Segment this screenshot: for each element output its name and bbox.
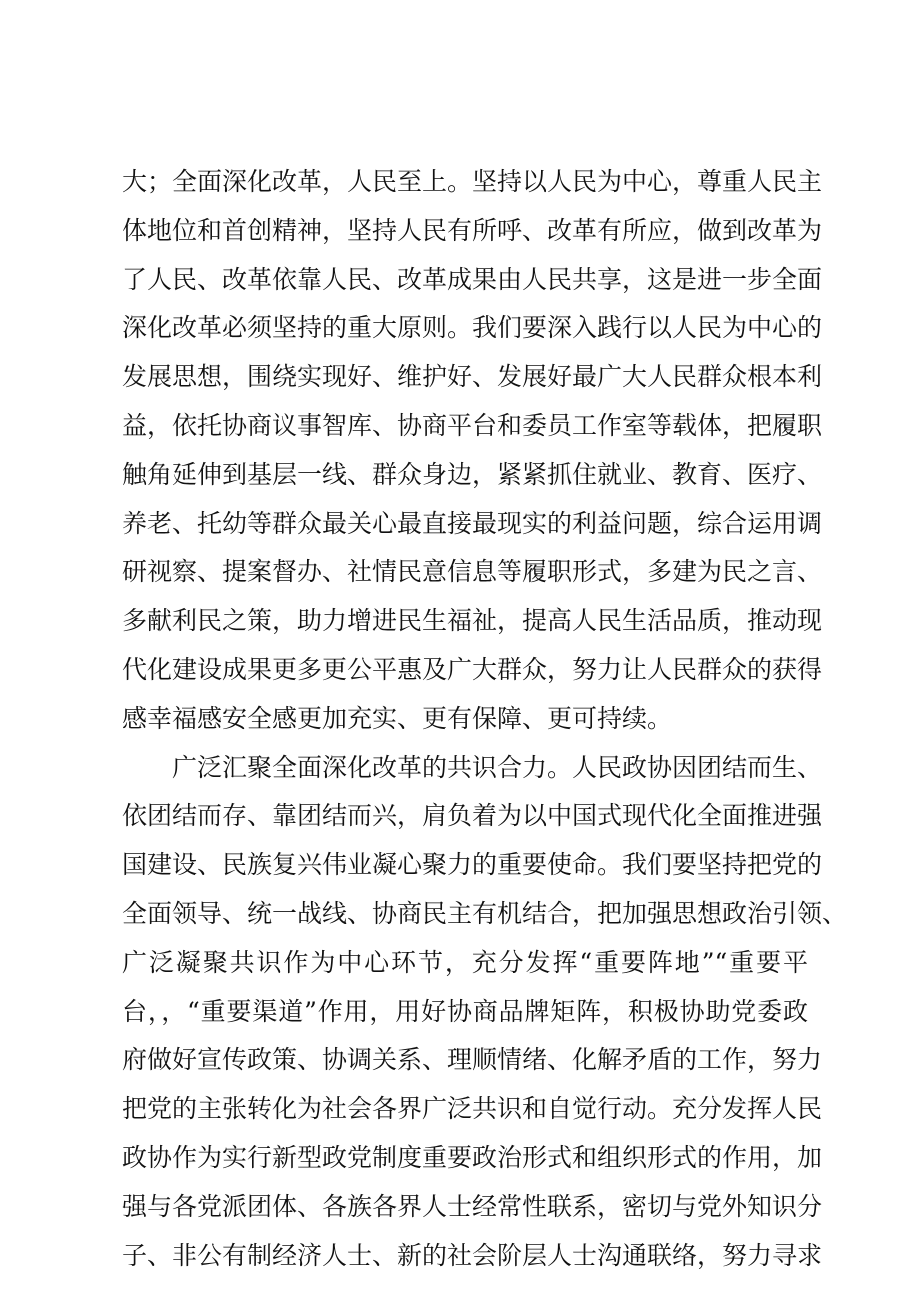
text-line: 府做好宣传政策、协调关系、理顺情绪、化解矛盾的工作，努力 [122, 1045, 823, 1075]
text-line: 广泛凝聚共识作为中心环节，充分发挥“重要阵地”“重要平 [122, 947, 808, 977]
text-line: 强与各党派团体、各族各界人士经常性联系，密切与党外知识分 [122, 1191, 823, 1221]
text-line: 益，依托协商议事智库、协商平台和委员工作室等载体，把履职 [122, 410, 823, 440]
text-line: 触角延伸到基层一线、群众身边，紧紧抓住就业、教育、医疗、 [122, 459, 823, 489]
text-line: 感幸福感安全感更加充实、更有保障、更可持续。 [122, 703, 673, 733]
text-line: 把党的主张转化为社会各界广泛共识和自觉行动。充分发挥人民 [122, 1094, 823, 1124]
text-line: 台，，“重要渠道”作用，用好协商品牌矩阵，积极协助党委政 [122, 996, 808, 1026]
text-line: 政协作为实行新型政党制度重要政治形式和组织形式的作用，加 [122, 1142, 823, 1172]
text-line: 大；全面深化改革，人民至上。坚持以人民为中心，尊重人民主 [122, 167, 823, 196]
paragraph-people-centered [122, 158, 823, 744]
text-line: 依团结而存、靠团结而兴，肩负着为以中国式现代化全面推进强 [122, 801, 823, 831]
paragraph-consensus [122, 744, 848, 1281]
text-line: 全面领导、统一战线、协商民主有机结合，把加强思想政治引领、 [122, 898, 848, 928]
text-line: 养老、托幼等群众最关心最直接最现实的利益问题，综合运用调 [122, 508, 823, 538]
text-line: 研视察、提案督办、社情民意信息等履职形式，多建为民之言、 [122, 557, 823, 587]
text-line: 国建设、民族复兴伟业凝心聚力的重要使命。我们要坚持把党的 [122, 850, 823, 880]
text-line: 子、非公有制经济人士、新的社会阶层人士沟通联络，努力寻求 [122, 1240, 823, 1270]
text-line: 代化建设成果更多更公平惠及广大群众，努力让人民群众的获得 [122, 654, 823, 684]
text-line: 深化改革必须坚持的重大原则。我们要深入践行以人民为中心的 [122, 313, 823, 343]
text-line: 发展思想，围绕实现好、维护好、发展好最广大人民群众根本利 [122, 362, 823, 392]
text-line: 多献利民之策，助力增进民生福祉，提高人民生活品质，推动现 [122, 606, 823, 636]
text-line: 广泛汇聚全面深化改革的共识合力。人民政协因团结而生、 [172, 752, 823, 782]
text-line: 体地位和首创精神，坚持人民有所呼、改革有所应，做到改革为 [122, 215, 823, 245]
text-line: 了人民、改革依靠人民、改革成果由人民共享，这是进一步全面 [122, 264, 823, 294]
document-body [122, 158, 848, 1280]
